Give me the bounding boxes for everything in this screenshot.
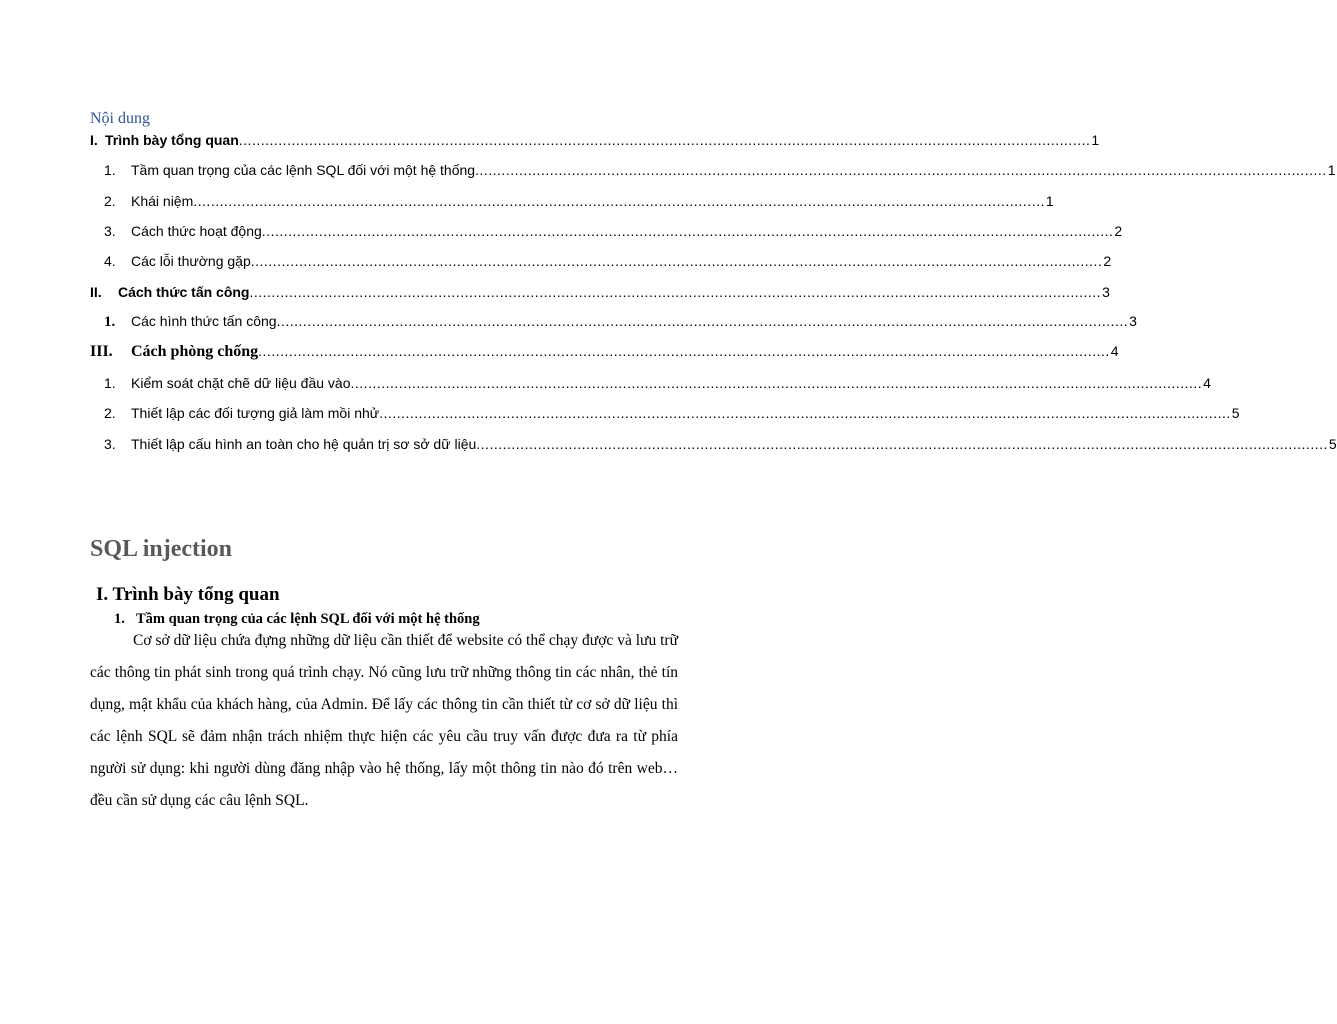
toc-entry-number: 2. [104, 405, 116, 421]
body-paragraph: Cơ sở dữ liệu chứa đựng những dữ liệu cần thiết để website có thể chạy được và lưu trữ các thông tin phát sinh trong quá trình chạy. Nó cũng lưu trữ những thông tin các nhân, thẻ tín dụng, mật khẩu của khách hàng, của Admin. Để lấy các thông tin cần thiết từ cơ sở dữ liệu thì các lệnh SQL sẽ đảm nhận trách nhiệm thực hiện các yêu cầu truy vấn được đưa ra từ phía người sử dụng: khi người dùng đăng nhập vào hệ thống, lấy một thông tin nào đó trên web…đều cần sử dụng các câu lệnh SQL. [90, 632, 678, 809]
toc-leader: .................................................................................................................................................................................................. [350, 375, 1203, 391]
toc-entry[interactable] [90, 284, 1110, 306]
toc-entry[interactable] [104, 253, 1112, 275]
toc-entry-title: Trình bày tổng quan [105, 132, 239, 148]
toc-leader: .................................................................................................................................................................................................. [475, 162, 1327, 178]
toc-entry-number: I. [90, 132, 98, 148]
toc-entry[interactable] [104, 223, 1123, 245]
toc-entry-page: 5 [1328, 436, 1337, 452]
toc-heading: Nội dung [90, 110, 150, 127]
toc-entry-page: 5 [1231, 405, 1240, 421]
toc-leader: .................................................................................................................................................................................................. [276, 313, 1129, 329]
toc-entry-page: 2 [1114, 223, 1123, 239]
toc-leader: .................................................................................................................................................................................................. [258, 343, 1110, 359]
toc-entry-page: 3 [1129, 313, 1137, 329]
section-heading: I. Trình bày tổng quan [96, 584, 280, 605]
toc-entry-number: 1. [104, 375, 116, 391]
toc-entry[interactable] [104, 313, 1137, 335]
toc-leader: .................................................................................................................................................................................................. [193, 193, 1045, 209]
toc-entry-title: Khái niệm [131, 193, 194, 209]
toc-entry-page: 2 [1103, 253, 1112, 269]
toc-entry[interactable] [90, 343, 1119, 365]
subsection-title: Tầm quan trọng của các lệnh SQL đối với một hệ thống [136, 611, 480, 627]
toc-entry-page: 4 [1203, 375, 1211, 391]
toc-entry-number: 3. [104, 223, 116, 239]
toc-entry-number: III. [90, 343, 113, 360]
toc-entry-number: 4. [104, 253, 116, 269]
toc-entry-title: Các hình thức tấn công [131, 313, 277, 329]
toc-entry-title: Thiết lập cấu hình an toàn cho hệ quản trị sơ sở dữ liệu [131, 436, 477, 452]
toc-entry-page: 1 [1045, 193, 1054, 209]
toc-entry-title: Các lỗi thường gặp [131, 253, 251, 269]
toc-entry-page: 3 [1102, 284, 1110, 300]
toc-entry-title: Cách phòng chống [131, 343, 259, 360]
toc-entry-page: 4 [1110, 343, 1119, 359]
document-title: SQL injection [90, 536, 233, 562]
toc-entry-number: 2. [104, 193, 116, 209]
toc-entry-title: Tầm quan trọng của các lệnh SQL đối với một hệ thống [131, 162, 476, 178]
toc-entry[interactable] [104, 375, 1211, 397]
toc-entry[interactable] [104, 436, 1337, 458]
toc-leader: .................................................................................................................................................................................................. [261, 223, 1114, 239]
toc-entry-page: 1 [1327, 162, 1336, 178]
toc-entry[interactable] [104, 405, 1240, 427]
toc-entry[interactable] [104, 162, 1336, 184]
subsection-number: 1. [114, 611, 125, 627]
toc-entry-number: 1. [104, 314, 116, 330]
toc-leader: .................................................................................................................................................................................................. [250, 253, 1103, 269]
toc-entry-title: Thiết lập các đối tượng giả làm mồi nhử [131, 405, 380, 421]
toc-leader: .................................................................................................................................................................................................. [238, 132, 1091, 148]
toc-entry-title: Cách thức hoạt động [131, 223, 262, 239]
toc-entry-number: II. [90, 284, 102, 300]
toc-entry-title: Kiểm soát chặt chẽ dữ liệu đầu vào [131, 375, 351, 391]
toc-entry-number: 1. [104, 162, 116, 178]
toc-leader: .................................................................................................................................................................................................. [249, 284, 1102, 300]
toc-entry[interactable] [104, 193, 1054, 215]
toc-entry-page: 1 [1091, 132, 1100, 148]
toc-leader: .................................................................................................................................................................................................. [379, 405, 1231, 421]
toc-entry-number: 3. [104, 436, 116, 452]
toc-leader: .................................................................................................................................................................................................. [476, 436, 1328, 452]
toc-entry-title: Cách thức tấn công [118, 284, 250, 300]
toc-entry[interactable] [90, 132, 1100, 154]
